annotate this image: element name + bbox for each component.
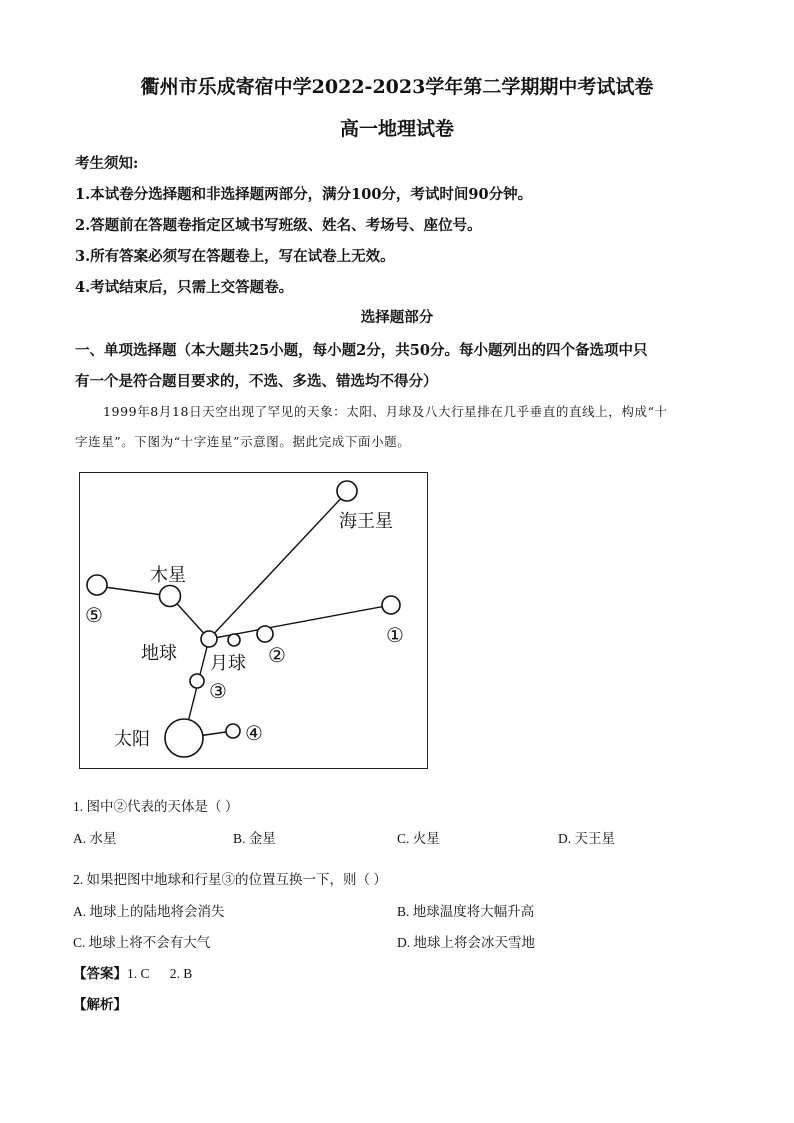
intro-line2: 字连星”。下图为“十字连星”示意图。据此完成下面小题。 [75,434,411,449]
answer-values: 1. C 2. B [127,966,193,981]
cross-planets-figure [79,472,428,769]
section-title: 选择题部分 [360,309,434,326]
intro-line1: 1999年8月18日天空出现了罕见的天象：太阳、月球及八大行星排在几乎垂直的直线上，构成“十 [103,404,668,419]
label-moon: 月球 [210,653,246,674]
question-1-option-b: B. 金星 [233,831,276,846]
page-title: 衢州市乐成寄宿中学2022-2023学年第二学期期中考试试卷 [140,76,654,98]
label-number-3: ③ [209,679,227,703]
label-number-2: ② [268,643,286,667]
neptune-body [337,481,357,501]
label-sun: 太阳 [114,729,150,750]
part-heading-line1: 一、单项选择题（本大题共25小题，每小题2分，共50分。每小题列出的四个备选项中只 [75,342,648,359]
planet-5-body [87,575,107,595]
question-1-option-d: D. 天王星 [558,831,615,846]
answer-tag: 【答案】 [73,966,127,981]
notice-item-1: 1.本试卷分选择题和非选择题两部分，满分100分，考试时间90分钟。 [75,186,533,203]
planet-1-body [382,596,400,614]
page-subtitle: 高一地理试卷 [339,118,454,140]
notice-item-3: 3.所有答案必须写在答题卷上，写在试卷上无效。 [75,248,395,265]
notice-item-2: 2.答题前在答题卷指定区域书写班级、姓名、考场号、座位号。 [75,217,482,234]
label-neptune: 海王星 [339,511,393,532]
question-1-option-c: C. 火星 [397,831,440,846]
question-1-stem: 1. 图中②代表的天体是（ ） [73,799,239,814]
label-jupiter: 木星 [150,565,186,586]
planet-4-body [226,724,240,738]
question-2-option-c: C. 地球上将不会有大气 [73,935,211,950]
notice-heading: 考生须知: [75,155,139,172]
label-earth: 地球 [141,643,177,664]
question-2-stem: 2. 如果把图中地球和行星③的位置互换一下，则（ ） [73,872,387,887]
question-1-option-a: A. 水星 [73,831,117,846]
planet-3-body [190,674,204,688]
label-number-5: ⑤ [85,603,103,627]
notice-item-4: 4.考试结束后，只需上交答题卷。 [75,279,294,296]
question-2-option-d: D. 地球上将会冰天雪地 [397,935,535,950]
question-2-option-b: B. 地球温度将大幅升高 [397,904,535,919]
analysis-tag: 【解析】 [73,997,127,1012]
part-heading-line2: 有一个是符合题目要求的，不选、多选、错选均不得分） [75,373,438,390]
question-2-option-a: A. 地球上的陆地将会消失 [73,904,225,919]
label-number-1: ① [386,623,404,647]
label-number-4: ④ [245,721,263,745]
moon-body [228,634,240,646]
sun-body [165,719,203,757]
planet-2-body [257,626,273,642]
jupiter-body [160,586,181,607]
answer-line [73,962,192,982]
earth-body [201,631,217,647]
